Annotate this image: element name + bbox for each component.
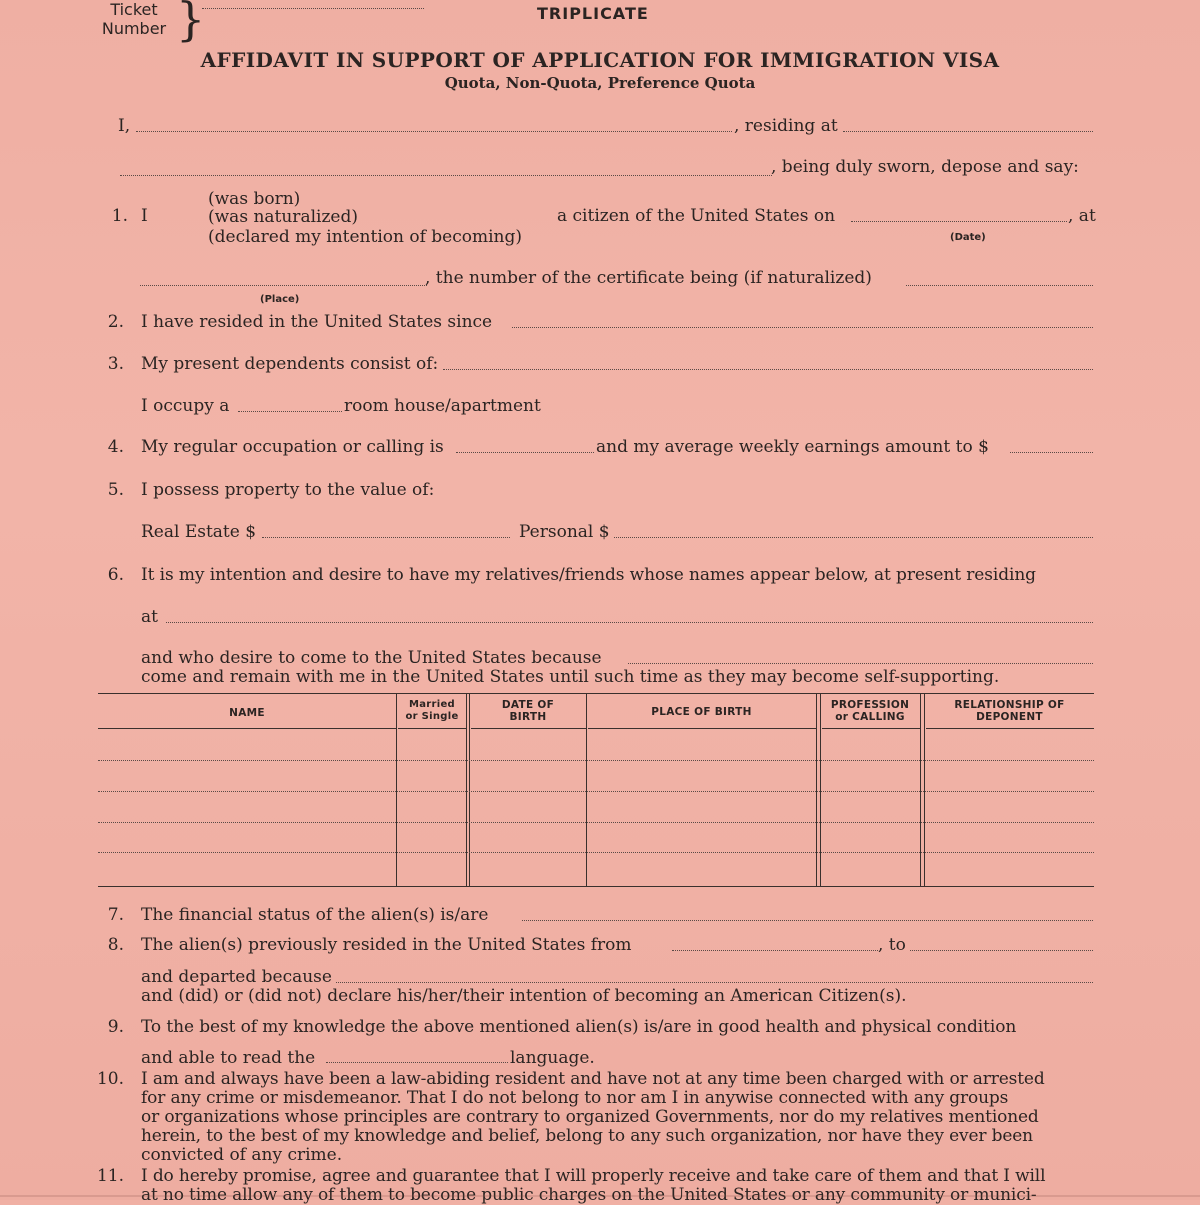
declare-text: and (did) or (did not) declare his/her/their intention of becoming an American Citizen(s). bbox=[141, 986, 907, 1006]
table-col-divider bbox=[586, 694, 587, 886]
dependents-field[interactable] bbox=[443, 369, 1093, 370]
resided-since-field[interactable] bbox=[512, 327, 1093, 328]
residing-at-label: , residing at bbox=[734, 116, 838, 136]
item-11-line1: I do hereby promise, agree and guarantee that I will properly receive and take care of them and that I will bbox=[141, 1166, 1046, 1186]
item-11-number: 11. bbox=[96, 1166, 124, 1186]
col-header-dob bbox=[470, 699, 586, 723]
item-9-number: 9. bbox=[107, 1017, 124, 1037]
col-header-married-line1: Married bbox=[408, 699, 456, 710]
because-label: and who desire to come to the United States because bbox=[141, 648, 602, 668]
at-label: , at bbox=[1068, 206, 1096, 226]
table-top-border bbox=[98, 693, 1094, 694]
col-header-name bbox=[98, 707, 396, 719]
table-row[interactable] bbox=[98, 791, 1094, 792]
header-underline bbox=[398, 728, 466, 729]
header-underline bbox=[588, 728, 816, 729]
header-underline bbox=[98, 728, 396, 729]
relatives-residence-field[interactable] bbox=[166, 622, 1093, 623]
option-was-naturalized[interactable]: (was naturalized) bbox=[208, 207, 358, 227]
col-header-relationship bbox=[925, 699, 1094, 723]
weekly-earnings-field[interactable] bbox=[1010, 452, 1093, 453]
financial-status-field[interactable] bbox=[522, 920, 1093, 921]
real-estate-label: Real Estate $ bbox=[141, 522, 257, 542]
ticket-label bbox=[98, 0, 170, 38]
item-10-line3: or organizations whose principles are contrary to organized Governments, nor do my relatives mentioned bbox=[141, 1107, 1039, 1127]
col-header-place-of-birth bbox=[587, 706, 816, 718]
personal-property-label: Personal $ bbox=[519, 522, 610, 542]
read-label: and able to read the bbox=[141, 1048, 316, 1068]
col-header-married bbox=[397, 699, 467, 723]
real-estate-value-field[interactable] bbox=[262, 537, 510, 538]
date-caption: (Date) bbox=[950, 232, 986, 243]
item-5-number: 5. bbox=[107, 480, 124, 500]
item-10-number: 10. bbox=[96, 1069, 124, 1089]
table-row[interactable] bbox=[98, 822, 1094, 823]
col-header-relationship-line1: RELATIONSHIP OF bbox=[954, 699, 1065, 711]
item-3-number: 3. bbox=[107, 354, 124, 374]
occupy-label: I occupy a bbox=[141, 396, 230, 416]
item-2-text: I have resided in the United States since bbox=[141, 312, 493, 332]
item-6-number: 6. bbox=[107, 565, 124, 585]
personal-property-value-field[interactable] bbox=[614, 537, 1093, 538]
form-title: AFFIDAVIT IN SUPPORT OF APPLICATION FOR IMMIGRATION VISA bbox=[200, 48, 1000, 72]
item-2-number: 2. bbox=[107, 312, 124, 332]
copy-type-label: TRIPLICATE bbox=[537, 4, 649, 23]
certificate-number-field[interactable] bbox=[906, 285, 1093, 286]
form-subtitle: Quota, Non-Quota, Preference Quota bbox=[444, 74, 756, 92]
deponent-name-field[interactable] bbox=[136, 131, 732, 132]
departure-reason-field[interactable] bbox=[336, 982, 1093, 983]
ticket-label-line1: Ticket bbox=[110, 0, 158, 19]
item-10-line4: herein, to the best of my knowledge and belief, belong to any such organization, nor have they ever been bbox=[141, 1126, 1033, 1146]
ticket-number-field[interactable] bbox=[202, 8, 424, 9]
language-field[interactable] bbox=[326, 1062, 508, 1063]
table-row[interactable] bbox=[98, 852, 1094, 853]
occupation-field[interactable] bbox=[456, 452, 594, 453]
ticket-brace: } bbox=[176, 0, 206, 46]
citizen-on-label: a citizen of the United States on bbox=[557, 206, 836, 226]
item-6-at: at bbox=[141, 607, 158, 627]
room-count-field[interactable] bbox=[238, 411, 342, 412]
header-underline bbox=[926, 728, 1094, 729]
item-1-number: 1. bbox=[111, 206, 128, 226]
item-1-i: I bbox=[141, 206, 148, 226]
item-10-line1: I am and always have been a law-abiding resident and have not at any time been charged with or arrested bbox=[141, 1069, 1045, 1089]
item-7-text: The financial status of the alien(s) is/are bbox=[141, 905, 489, 925]
item-7-number: 7. bbox=[107, 905, 124, 925]
col-header-profession bbox=[820, 699, 920, 723]
item-4-text: My regular occupation or calling is bbox=[141, 437, 444, 457]
residence-field-2[interactable] bbox=[120, 175, 772, 176]
item-5-text: I possess property to the value of: bbox=[141, 480, 435, 500]
item-11-line2: at no time allow any of them to become public charges on the United States or any community or munici- bbox=[141, 1185, 1037, 1205]
header-underline bbox=[822, 728, 920, 729]
col-header-married-line2: or Single bbox=[405, 711, 459, 722]
col-header-relationship-line2: DEPONENT bbox=[976, 711, 1043, 723]
ticket-label-line2: Number bbox=[101, 19, 167, 38]
departed-label: and departed because bbox=[141, 967, 332, 987]
item-9-text: To the best of my knowledge the above mentioned alien(s) is/are in good health and physical condition bbox=[141, 1017, 1017, 1037]
col-header-pob-line1: PLACE OF BIRTH bbox=[651, 706, 752, 718]
place-caption: (Place) bbox=[260, 294, 300, 305]
table-row[interactable] bbox=[98, 760, 1094, 761]
item-10-line5: convicted of any crime. bbox=[141, 1145, 343, 1165]
certificate-label: , the number of the certificate being (if naturalized) bbox=[425, 268, 872, 288]
citizenship-date-field[interactable] bbox=[851, 221, 1067, 222]
language-label: language. bbox=[510, 1048, 595, 1068]
option-declared-intention[interactable]: (declared my intention of becoming) bbox=[208, 227, 523, 247]
col-header-name-line1: NAME bbox=[229, 707, 265, 719]
item-10-line2: for any crime or misdemeanor. That I do not belong to nor am I in anywise connected with any groups bbox=[141, 1088, 1009, 1108]
table-col-divider bbox=[920, 694, 921, 886]
col-header-profession-line1: PROFESSION bbox=[830, 699, 910, 711]
table-col-divider bbox=[816, 694, 817, 886]
option-was-born[interactable]: (was born) bbox=[208, 189, 301, 209]
col-header-profession-line2: or CALLING bbox=[835, 711, 905, 723]
remain-text: come and remain with me in the United States until such time as they may become self-supporting. bbox=[141, 667, 1000, 687]
earnings-label: and my average weekly earnings amount to $ bbox=[596, 437, 989, 457]
intro-i: I, bbox=[118, 116, 131, 136]
resided-from-field[interactable] bbox=[672, 950, 878, 951]
sworn-label: , being duly sworn, depose and say: bbox=[771, 157, 1079, 177]
table-bottom-border bbox=[98, 886, 1094, 887]
paper-fold bbox=[0, 1195, 1200, 1197]
col-header-dob-line2: BIRTH bbox=[509, 711, 547, 723]
resided-to-field[interactable] bbox=[910, 950, 1093, 951]
to-label: , to bbox=[878, 935, 906, 955]
item-3-text: My present dependents consist of: bbox=[141, 354, 439, 374]
reason-field[interactable] bbox=[628, 663, 1093, 664]
item-6-text: It is my intention and desire to have my relatives/friends whose names appear below, at present residing bbox=[141, 565, 1036, 585]
col-header-dob-line1: DATE OF bbox=[501, 699, 555, 711]
item-8-text: The alien(s) previously resided in the United States from bbox=[141, 935, 632, 955]
residence-field-1[interactable] bbox=[843, 131, 1093, 132]
header-underline bbox=[471, 728, 586, 729]
room-house-label: room house/apartment bbox=[344, 396, 541, 416]
citizenship-place-field[interactable] bbox=[140, 285, 427, 286]
item-8-number: 8. bbox=[107, 935, 124, 955]
item-4-number: 4. bbox=[107, 437, 124, 457]
